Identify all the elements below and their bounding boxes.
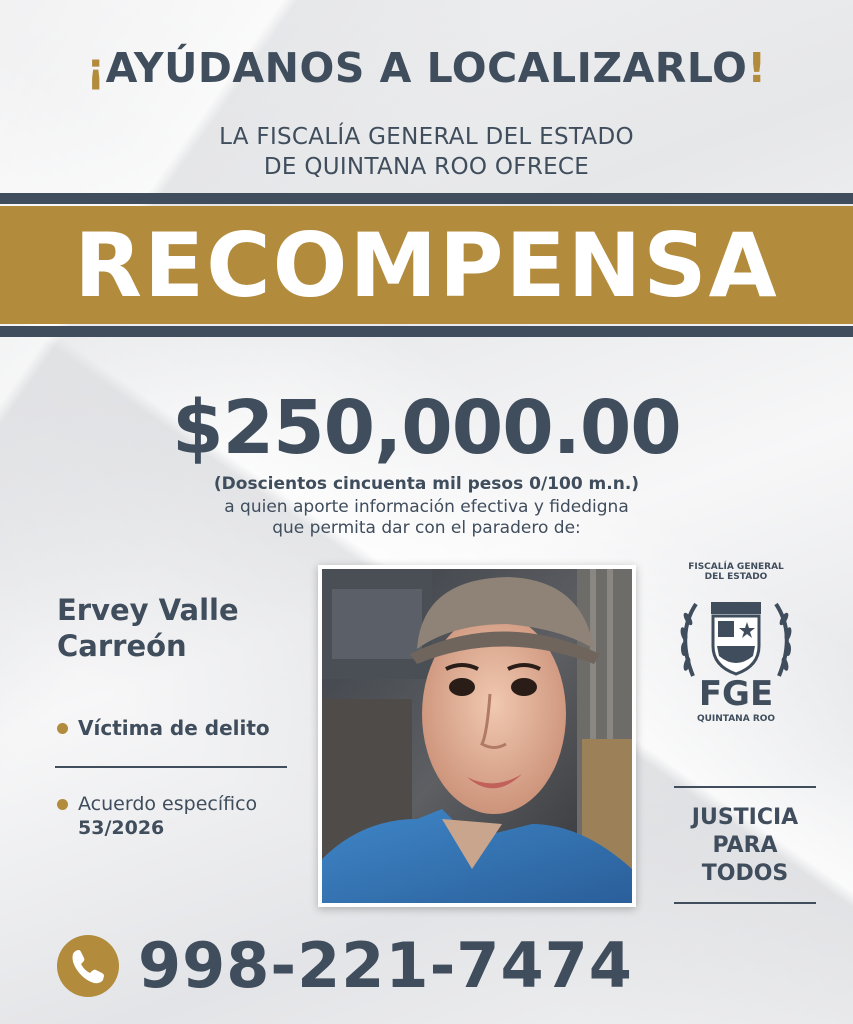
- person-photo: [318, 565, 636, 907]
- headline-exclaim-close: !: [747, 44, 767, 92]
- logo-acronym: FGE: [698, 674, 774, 714]
- reward-description-line-2: que permita dar con el paradero de:: [272, 518, 581, 538]
- motto-line-1: JUSTICIA: [691, 805, 799, 830]
- bullet-dot-icon: [57, 723, 68, 734]
- logo-top-text: [671, 562, 801, 582]
- logo-bottom-text: QUINTANA ROO: [696, 714, 776, 724]
- motto-top-divider: [674, 786, 816, 788]
- reward-description-line-1: a quien aporte información efectiva y fidedigna: [224, 497, 629, 517]
- status-text: Víctima de delito: [78, 716, 270, 740]
- reward-amount: $250,000.00: [172, 385, 681, 471]
- banner-title: RECOMPENSA: [74, 214, 779, 317]
- motto: [670, 804, 820, 888]
- headline-exclaim-open: ¡: [86, 44, 106, 92]
- agreement-label: Acuerdo específico: [78, 793, 258, 815]
- motto-line-2: PARA: [712, 833, 778, 858]
- person-name: [57, 592, 307, 664]
- motto-bottom-divider: [674, 902, 816, 904]
- reward-amount-words: (Doscientos cincuenta mil pesos 0/100 m.n.): [213, 474, 640, 494]
- fge-logo: [671, 562, 801, 732]
- phone-number[interactable]: 998-221-7474: [138, 929, 633, 1002]
- status-item: [57, 716, 270, 740]
- left-divider: [55, 766, 287, 768]
- agreement-item: [57, 792, 257, 840]
- logo-top-line-1: FISCALÍA GENERAL: [688, 562, 784, 572]
- phone-icon: [57, 935, 119, 997]
- headline-text: AYÚDANOS A LOCALIZARLO: [105, 44, 748, 92]
- person-photo-illustration: [322, 569, 632, 903]
- reward-description: [0, 497, 853, 539]
- headline: [0, 44, 853, 92]
- subheadline: [0, 122, 853, 182]
- bullet-dot-icon: [57, 799, 68, 810]
- person-name-line-2: Carreón: [57, 629, 187, 663]
- agreement-text: [78, 792, 257, 840]
- person-name-line-1: Ervey Valle: [57, 593, 239, 627]
- agreement-number: 53/2026: [78, 817, 165, 839]
- banner-top-stripe: [0, 193, 853, 204]
- motto-line-3: TODOS: [701, 861, 789, 886]
- subheadline-line-1: LA FISCALÍA GENERAL DEL ESTADO: [219, 124, 634, 150]
- banner-bottom-stripe: [0, 326, 853, 337]
- logo-top-line-2: DEL ESTADO: [704, 572, 768, 582]
- phone-handset-icon: [57, 935, 119, 997]
- subheadline-line-2: DE QUINTANA ROO OFRECE: [263, 154, 590, 180]
